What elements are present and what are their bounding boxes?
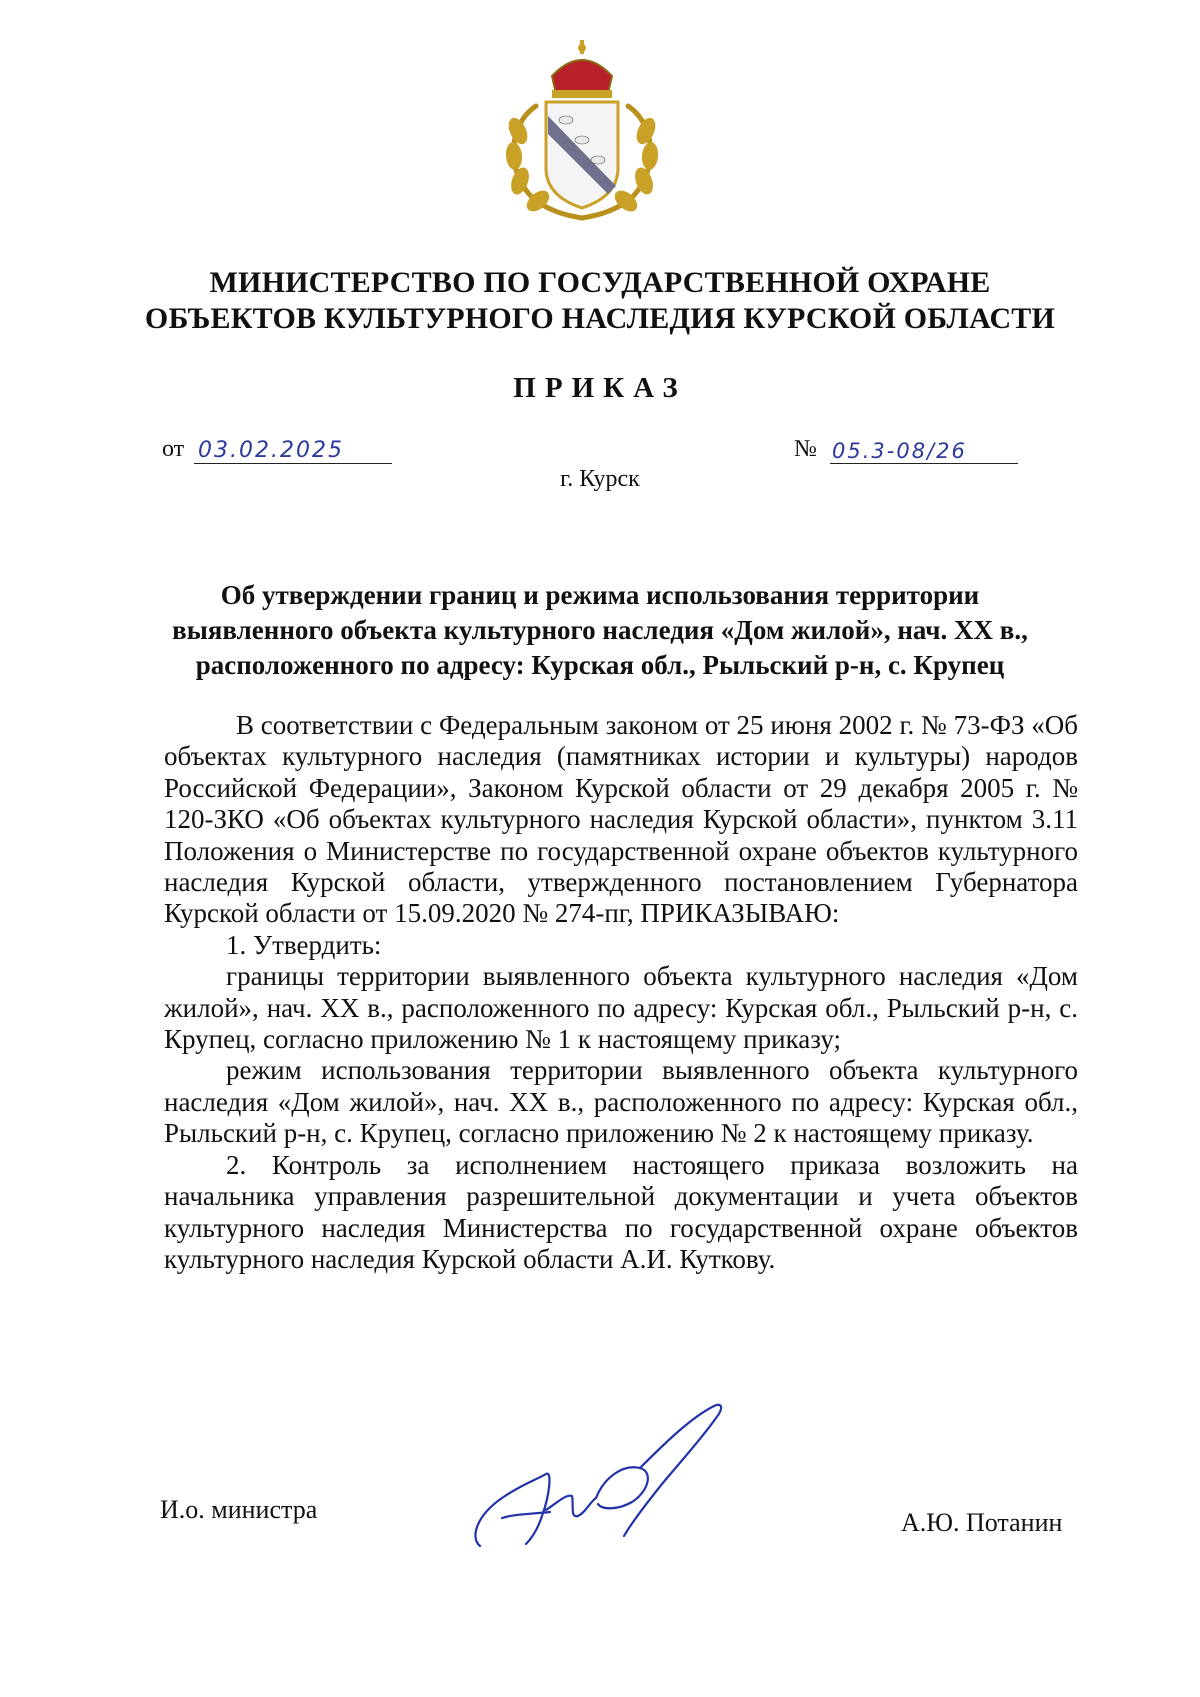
item-1a: границы территории выявленного объекта культурного наследия «Дом жилой», нач. XX в., расположенного по адресу: Курская обл., Рыльский р-н, с. Крупец, согласно приложению № 1 к настоящему приказу; [164, 961, 1078, 1055]
preamble-paragraph: В соответствии с Федеральным законом от 25 июня 2002 г. № 73-ФЗ «Об объектах культурного наследия (памятниках истории и культуры) народов Российской Федерации», Законом Курской области от 29 декабря 2005 г. № 120-ЗКО «Об объектах культурного наследия Курской области», пунктом 3.11 Положения о Министерстве по государственной охране объектов культурного наследия Курской области, утвержденного постановлением Губернатора Курской области от 15.09.2020 № 274-пг, ПРИКАЗЫВАЮ: [164, 710, 1078, 929]
document-body [164, 710, 1078, 1275]
item-1b: режим использования территории выявленного объекта культурного наследия «Дом жилой», нач. XX в., расположенного по адресу: Курская обл., Рыльский р-н, с. Крупец, согласно приложению № 2 к настоящему приказу. [164, 1055, 1078, 1149]
signatory-name: А.Ю. Потанин [901, 1508, 1063, 1537]
document-type-title: ПРИКАЗ [513, 372, 687, 404]
order-number-handwritten: 05.3-08/26 [830, 438, 1018, 464]
city-label: г. Курск [560, 466, 640, 492]
subject-line-1: Об утверждении границ и режима использования территории [220, 580, 980, 610]
subject-line-3: расположенного по адресу: Курская обл., Рыльский р-н, с. Крупец [195, 650, 1005, 680]
coat-of-arms-icon [496, 36, 668, 222]
item-2: 2. Контроль за исполнением настоящего приказа возложить на начальника управления разрешительной документации и учета объектов культурного наследия Министерства по государственной охране объектов культурного наследия Курской области А.И. Куткову. [164, 1149, 1078, 1274]
number-prefix: № [794, 436, 817, 462]
signatory-position: И.о. министра [160, 1495, 318, 1524]
item-1: 1. Утвердить: [226, 929, 382, 960]
date-prefix: от [162, 436, 185, 462]
ministry-name-line-1: МИНИСТЕРСТВО ПО ГОСУДАРСТВЕННОЙ ОХРАНЕ [209, 266, 991, 299]
order-date-handwritten: 03.02.2025 [194, 438, 392, 464]
subject-line-2: выявленного объекта культурного наследия «Дом жилой», нач. XX в., [172, 615, 1028, 645]
handwritten-signature [462, 1398, 742, 1553]
ministry-name-line-2: ОБЪЕКТОВ КУЛЬТУРНОГО НАСЛЕДИЯ КУРСКОЙ ОБЛАСТИ [144, 302, 1056, 335]
